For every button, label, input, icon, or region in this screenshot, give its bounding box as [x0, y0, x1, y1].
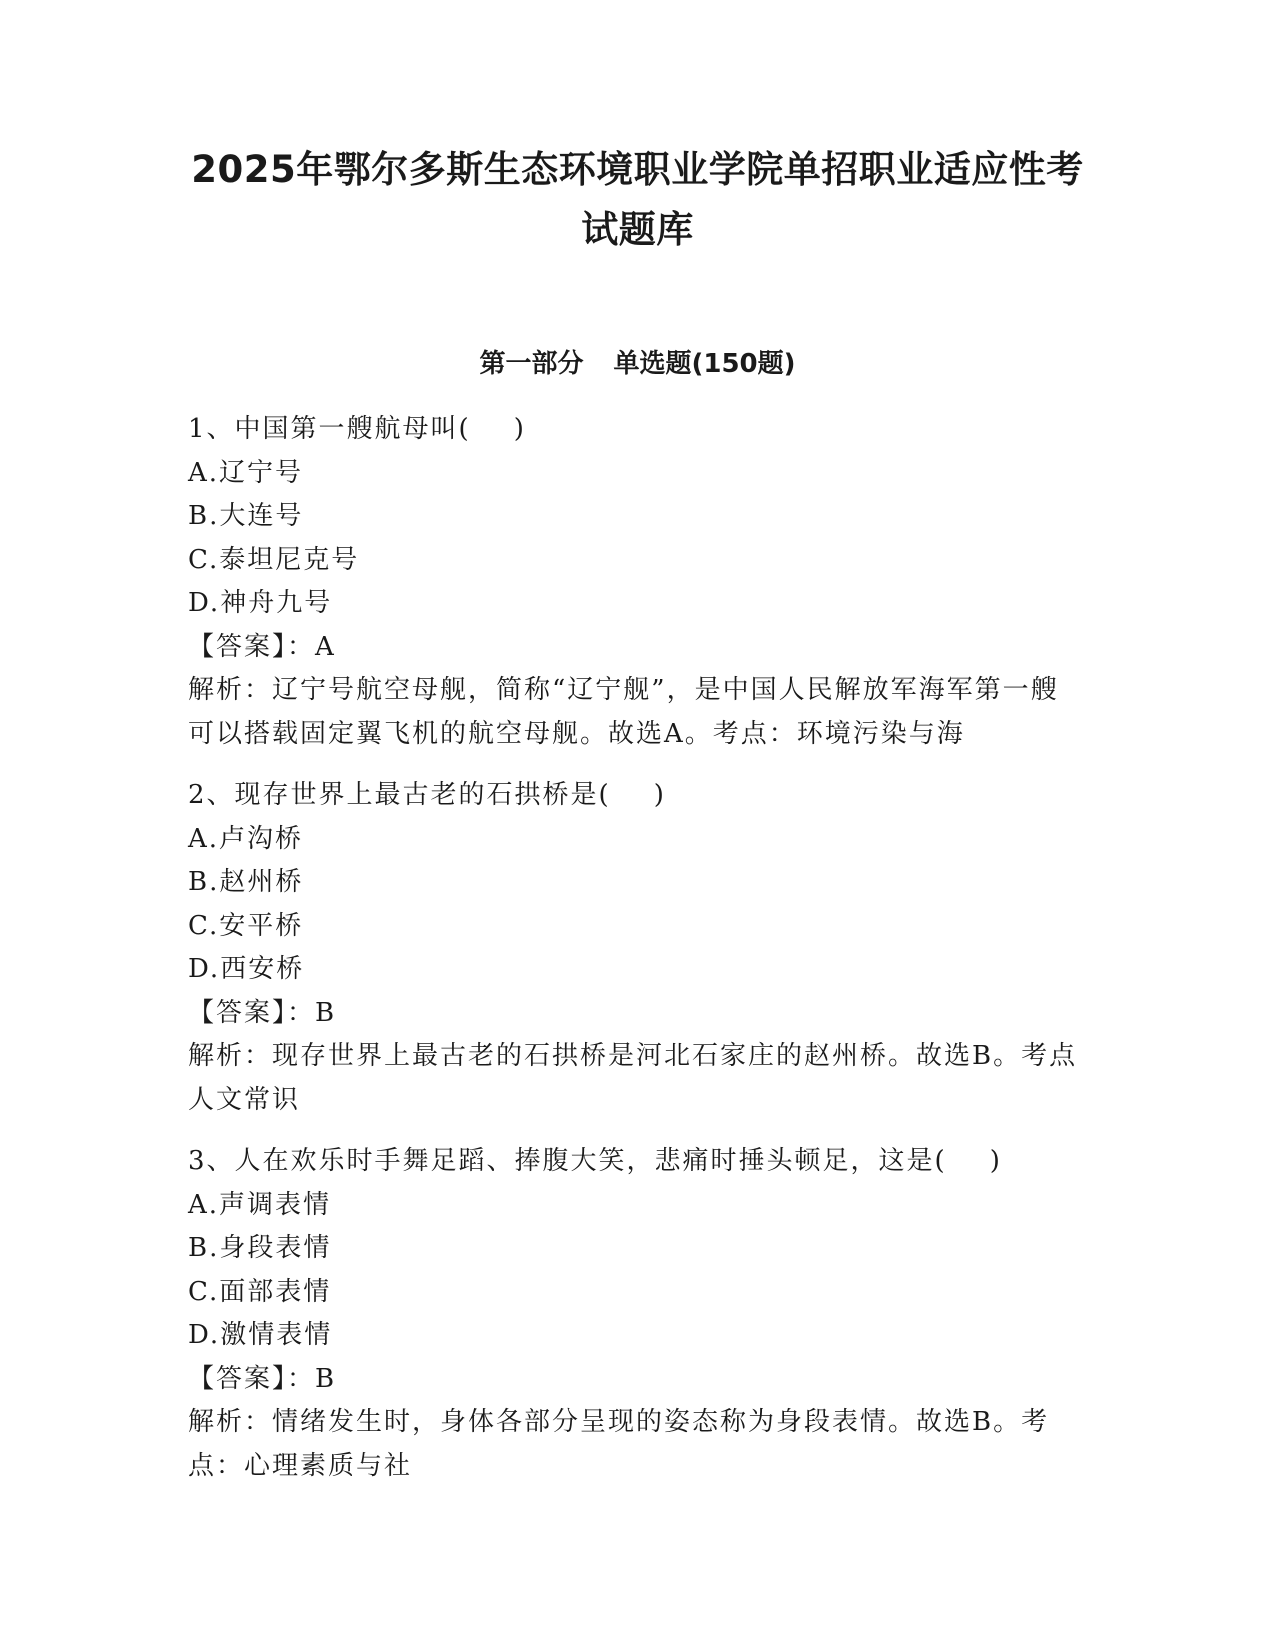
- answer-blank-close: ): [989, 1146, 1002, 1176]
- question-stem: [188, 774, 1088, 818]
- answer-value: B: [315, 997, 337, 1028]
- option-text: 大连号: [219, 501, 304, 531]
- answer-line: [188, 992, 1088, 1036]
- option-text: 辽宁号: [219, 457, 304, 488]
- option-text: 西安桥: [220, 954, 305, 984]
- option-c: [188, 905, 1088, 949]
- option-key: B.: [188, 501, 220, 531]
- option-text: 泰坦尼克号: [219, 544, 360, 575]
- option-key: C.: [188, 1276, 220, 1307]
- option-text: 卢沟桥: [219, 823, 304, 854]
- answer-label: 【答案】：: [188, 1363, 316, 1394]
- option-a: [188, 1184, 1088, 1228]
- question-item: [188, 1140, 1088, 1488]
- option-key: D.: [188, 588, 221, 618]
- option-b: [188, 861, 1088, 905]
- question-stem: [188, 1140, 1088, 1184]
- explanation: 解析：辽宁号航空母舰，简称“辽宁舰”，是中国人民解放军海军第一艘可以搭载固定翼飞机的航空母舰。故选A。考点：环境污染与海: [188, 675, 1059, 749]
- option-d: [188, 948, 1088, 992]
- answer-value: A: [315, 631, 336, 662]
- question-number: 2、: [188, 780, 235, 810]
- question-item: [188, 408, 1088, 756]
- option-c: [188, 1271, 1088, 1315]
- option-key: A.: [188, 823, 220, 854]
- question-number: 3、: [188, 1146, 235, 1176]
- explanation: 解析：情绪发生时，身体各部分呈现的姿态称为身段表情。故选B。考点：心理素质与社: [188, 1407, 1050, 1481]
- question-stem: [188, 408, 1088, 452]
- option-d: [188, 1314, 1088, 1358]
- answer-value: B: [315, 1363, 337, 1394]
- option-text: 安平桥: [219, 910, 304, 941]
- option-b: [188, 1227, 1088, 1271]
- answer-blank-close: ): [653, 780, 666, 810]
- option-c: [188, 539, 1088, 583]
- document-title-line2: 试题库: [581, 208, 694, 251]
- answer-label: 【答案】：: [188, 997, 316, 1028]
- document-title-line1: 2025年鄂尔多斯生态环境职业学院单招职业适应性考: [191, 148, 1084, 191]
- option-key: C.: [188, 544, 220, 575]
- question-text: 中国第一艘航母叫(: [234, 414, 471, 444]
- option-key: C.: [188, 910, 220, 941]
- question-item: [188, 774, 1088, 1122]
- option-a: [188, 818, 1088, 862]
- option-text: 赵州桥: [219, 867, 304, 897]
- answer-label: 【答案】：: [188, 631, 316, 662]
- option-text: 身段表情: [219, 1233, 332, 1263]
- option-text: 声调表情: [219, 1189, 332, 1220]
- option-key: A.: [188, 457, 220, 488]
- option-key: A.: [188, 1189, 220, 1220]
- section-name: 单选题(150题): [613, 349, 796, 379]
- option-key: D.: [188, 1320, 221, 1350]
- question-number: 1、: [188, 414, 235, 444]
- option-key: B.: [188, 867, 220, 897]
- answer-blank-close: ): [513, 414, 526, 444]
- answer-line: [188, 626, 1088, 670]
- section-part: 第一部分: [479, 349, 584, 379]
- question-text: 现存世界上最古老的石拱桥是(: [234, 780, 611, 810]
- option-b: [188, 495, 1088, 539]
- option-key: B.: [188, 1233, 220, 1263]
- option-d: [188, 582, 1088, 626]
- option-key: D.: [188, 954, 221, 984]
- section-heading: [170, 346, 1105, 382]
- option-text: 激情表情: [220, 1320, 333, 1350]
- answer-line: [188, 1358, 1088, 1402]
- option-text: 神舟九号: [220, 588, 333, 618]
- option-a: [188, 452, 1088, 496]
- explanation: 解析：现存世界上最古老的石拱桥是河北石家庄的赵州桥。故选B。考点人文常识: [188, 1041, 1078, 1115]
- document-title: [170, 140, 1105, 260]
- question-text: 人在欢乐时手舞足蹈、捧腹大笑，悲痛时捶头顿足，这是(: [234, 1146, 947, 1176]
- question-list: [188, 408, 1088, 1488]
- option-text: 面部表情: [219, 1276, 332, 1307]
